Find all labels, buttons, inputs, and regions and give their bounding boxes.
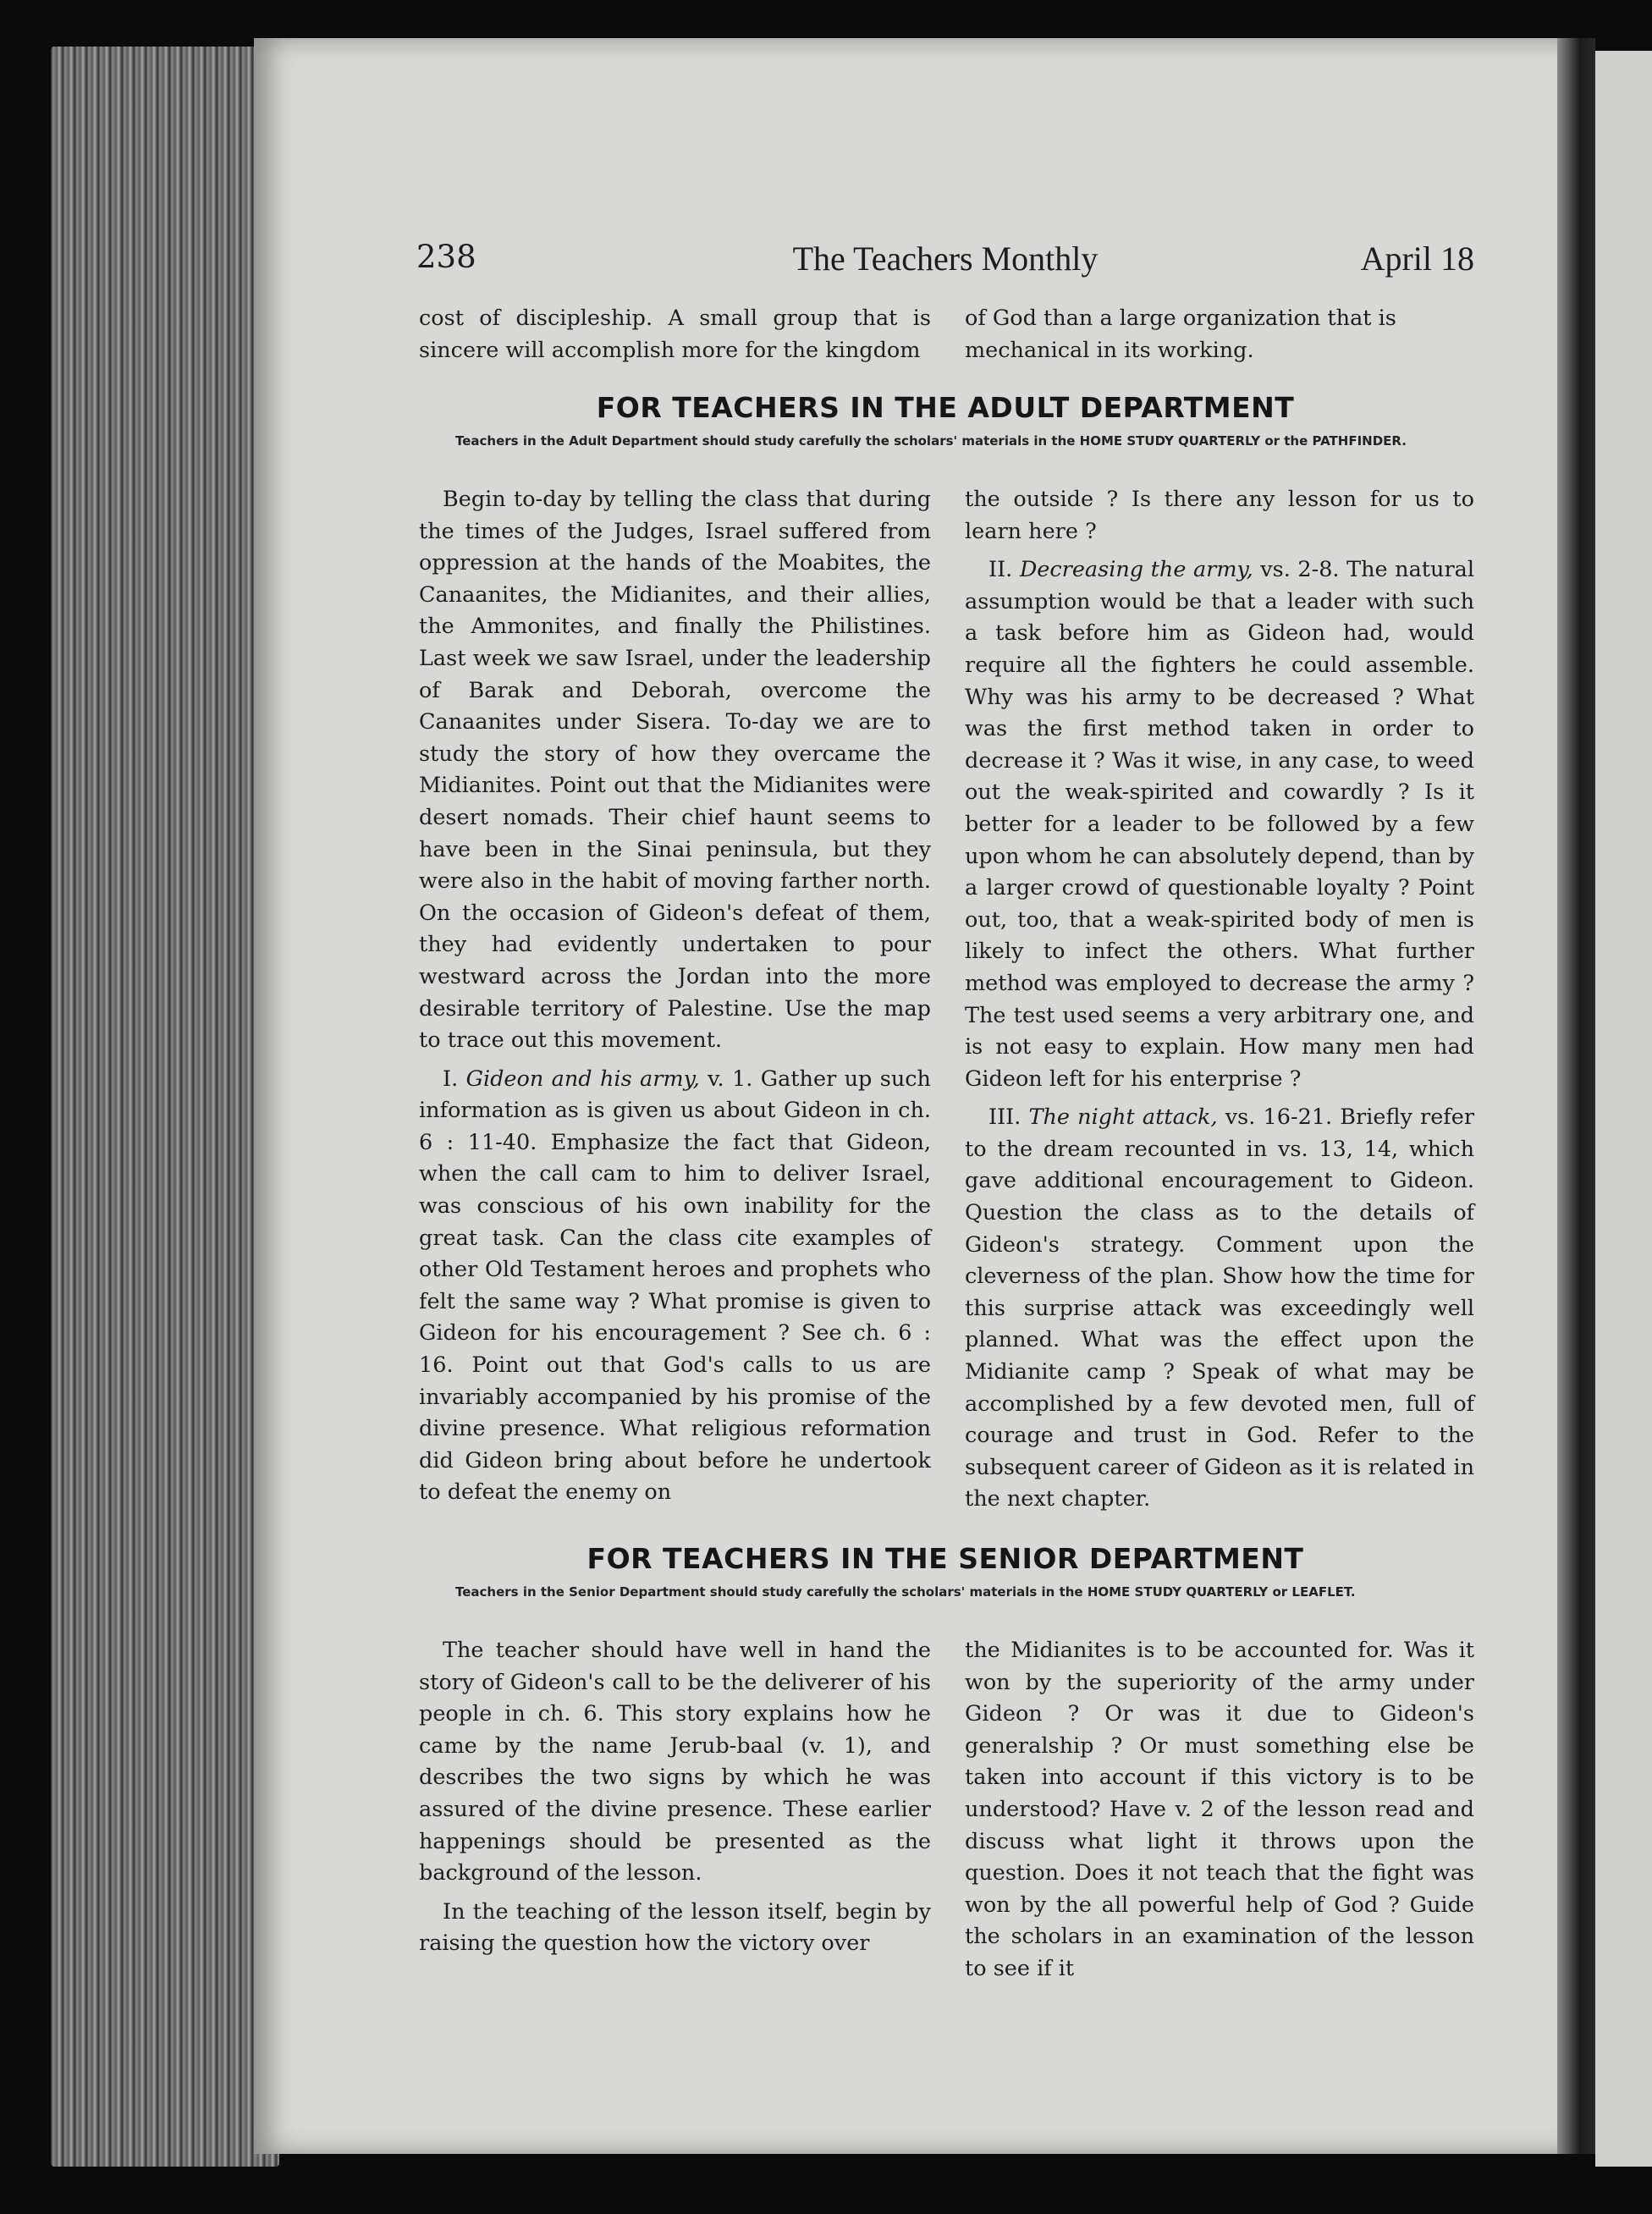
- adult-heading: FOR TEACHERS IN THE ADULT DEPARTMENT: [596, 391, 1295, 424]
- section-text: vs. 2-8. The natural assumption would be that a leader with such a task before him as Gideon had, would require all the fighters he could assemble. Why was his army to be decreased ? What was the first method taken in order to decrease it ? Was it wise, in any case, to weed out the weak-spirited and cowardly ? Is it better for a leader to be followed by a few upon whom he can absolutely depend, than by a larger crowd of questionable loyalty ? Point out, too, that a weak-spirited body of men is likely to infect the others. What further method was employed to decrease the army ? The test used seems a very arbitrary one, and is not easy to explain. How many men had Gideon left for his enterprise ?: [965, 557, 1474, 1092]
- section-title: The night attack,: [1028, 1104, 1218, 1131]
- intro-left-text: cost of discipleship. A small group that is sincere will accomplish more for the kingdom: [419, 306, 931, 363]
- intro-right-column: [965, 303, 1474, 366]
- section-numeral: III.: [988, 1104, 1021, 1131]
- senior-note: Teachers in the Senior Department should study carefully the scholars' materials in the HOME STUDY QUARTERLY or LEAFLET.: [455, 1584, 1356, 1600]
- adult-right-paragraph-3: [965, 1102, 1474, 1516]
- section-title: Decreasing the army,: [1019, 557, 1253, 583]
- running-title: The Teachers Monthly: [792, 240, 1099, 278]
- senior-right-column: [965, 1635, 1474, 1985]
- section-text: v. 1. Gather up such information as is given us about Gideon in ch. 6 : 11-40. Emphasize the fact that Gideon, when the call cam to him to deliver Israel, was conscious of his own inability for the great task. Can the class cite examples of other Old Testament heroes and prophets who felt the same way ? What promise is given to Gideon for his encouragement ? See ch. 6 : 16. Point out that God's calls to us are invariably accompanied by his promise of the divine presence. What religious reformation did Gideon bring about before he undertook to defeat the enemy on: [419, 1066, 931, 1506]
- intro-right-text: of God than a large organization that is mechanical in its working.: [965, 306, 1396, 363]
- senior-heading: FOR TEACHERS IN THE SENIOR DEPARTMENT: [586, 1542, 1304, 1575]
- intro-left-column: [419, 303, 931, 366]
- adult-left-column: [419, 484, 931, 1509]
- section-title: Gideon and his army,: [465, 1066, 700, 1092]
- senior-left-paragraph-1: The teacher should have well in hand the story of Gideon's call to be the deliverer of his people in ch. 6. This story explains how he came by the name Jerub-baal (v. 1), and describes the two signs by which he was assured of the divine presence. These earlier happenings should be presented as the background of the lesson.: [419, 1638, 931, 1886]
- adult-right-paragraph-2: [965, 554, 1474, 1095]
- adult-right-paragraph-1: the outside ? Is there any lesson for us to learn here ?: [965, 487, 1474, 544]
- adult-left-paragraph-1: Begin to-day by telling the class that during the times of the Judges, Israel suffered from oppression at the hands of the Moabites, the Canaanites, the Midianites, and their allies, the Ammonites, and finally the Philistines. Last week we saw Israel, under the leadership of Barak and Deborah, overcome the Canaanites under Sisera. To-day we are to study the story of how they overcame the Midianites. Point out that the Midianites were desert nomads. Their chief haunt seems to have been in the Sinai peninsula, but they were also in the habit of moving farther north. On the occasion of Gideon's defeat of them, they had evidently undertaken to pour westward across the Jordan into the more desirable territory of Palestine. Use the map to trace out this movement.: [419, 487, 931, 1054]
- section-numeral: I.: [443, 1066, 459, 1092]
- senior-right-paragraph-1: the Midianites is to be accounted for. Was it won by the superiority of the army under Gideon ? Or was it due to Gideon's generalship ? Or must something else be taken into account if this victory is to be understood? Have v. 2 of the lesson read and discuss what light it throws upon the question. Does it not teach that the fight was won by the all powerful help of God ? Guide the scholars in an examination of the lesson to see if it: [965, 1638, 1474, 1981]
- page-number: 238: [416, 239, 476, 275]
- section-text: vs. 16-21. Briefly refer to the dream recounted in vs. 13, 14, which gave additional encouragement to Gideon. Question the class as to the details of Gideon's strategy. Comment upon the cleverness of the plan. Show how the time for this surprise attack was exceedingly well planned. What was the effect upon the Midianite camp ? Speak of what may be accomplished by a few devoted men, full of courage and trust in God. Refer to the subsequent career of Gideon as it is related in the next chapter.: [965, 1104, 1475, 1512]
- facing-page-sliver: [1595, 51, 1652, 2167]
- adult-note: Teachers in the Adult Department should study carefully the scholars' materials in the HOME STUDY QUARTERLY or the PATHFINDER.: [455, 433, 1407, 449]
- senior-left-column: [419, 1635, 931, 1960]
- senior-left-paragraph-2: In the teaching of the lesson itself, begin by raising the question how the victory over: [419, 1898, 931, 1957]
- book-page-edges: [51, 47, 279, 2167]
- section-numeral: II.: [988, 557, 1013, 583]
- running-date: April 18: [1360, 240, 1474, 278]
- adult-left-paragraph-2: [419, 1064, 931, 1509]
- adult-right-column: [965, 484, 1474, 1516]
- book-gutter: [1557, 38, 1595, 2154]
- running-head: [416, 239, 1474, 289]
